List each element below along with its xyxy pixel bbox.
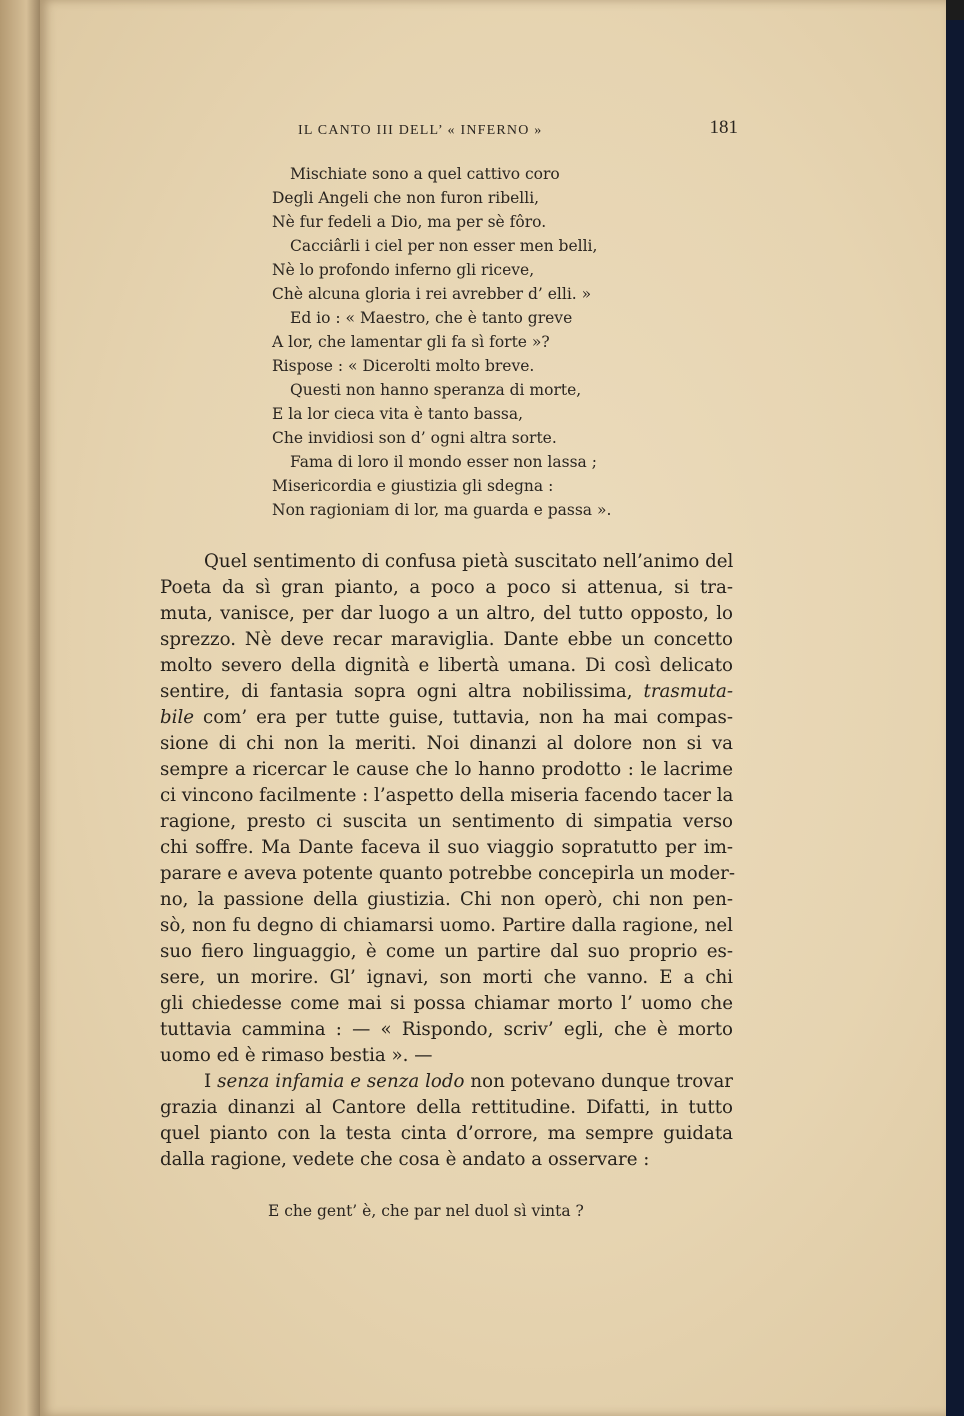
- italic-word: bile: [160, 707, 195, 728]
- italic-word: trasmuta-: [643, 681, 733, 702]
- paragraph-line: no, la passione della giustizia. Chi non operò, chi non pen-: [160, 889, 733, 910]
- verse-line: Questi non hanno speranza di morte,: [290, 381, 582, 399]
- text-run: non potevano dunque trovar: [470, 1071, 733, 1092]
- paragraph-line: [160, 679, 733, 705]
- verse-line: Misericordia e giustizia gli sdegna :: [272, 477, 554, 495]
- paragraph-line: ci vincono facilmente : l’aspetto della miseria facendo tacer la: [160, 785, 734, 806]
- italic-phrase: senza infamia e senza lodo: [217, 1071, 465, 1092]
- paragraph-line: sprezzo. Nè deve recar maraviglia. Dante ebbe un concetto: [160, 629, 733, 650]
- prose-body: [160, 549, 736, 1173]
- paragraph-line: gli chiedesse come mai si possa chiamar morto l’ uomo che: [160, 993, 733, 1014]
- paragraph-line: muta, vanisce, per dar luogo a un altro, del tutto opposto, lo: [160, 603, 733, 624]
- paragraph-line: uomo ed è rimaso bestia ». —: [160, 1045, 433, 1066]
- paragraph-line: molto severo della dignità e libertà umana. Di così delicato: [160, 655, 733, 676]
- paragraph-line: Quel sentimento di confusa pietà suscitato nell’animo del: [204, 551, 734, 572]
- paragraph-line: dalla ragione, vedete che cosa è andato a osservare :: [160, 1149, 650, 1170]
- verse-line: Nè lo profondo inferno gli riceve,: [272, 261, 535, 279]
- verse-line: Chè alcuna gloria i rei avrebber d’ elli. »: [272, 285, 592, 303]
- paragraph-line: sempre a ricercar le cause che lo hanno prodotto : le lacrime: [160, 759, 733, 780]
- paragraph-line: tuttavia cammina : — « Rispondo, scriv’ egli, che è morto: [160, 1019, 733, 1040]
- paragraph-line: sione di chi non la meriti. Noi dinanzi al dolore non si va: [160, 733, 733, 754]
- verse-line: Rispose : « Dicerolti molto breve.: [272, 357, 535, 375]
- verse-line: Non ragioniam di lor, ma guarda e passa ».: [272, 501, 612, 519]
- verse-line: Mischiate sono a quel cattivo coro: [290, 165, 560, 183]
- verse-line: E la lor cieca vita è tanto bassa,: [272, 405, 524, 423]
- verse-line: Che invidiosi son d’ ogni altra sorte.: [272, 429, 557, 447]
- paragraph-line: [160, 1069, 733, 1095]
- paragraph-line: parare e aveva potente quanto potrebbe concepirla un moder-: [160, 863, 736, 884]
- paragraph-line: [160, 705, 733, 731]
- paragraph-line: quel pianto con la testa cinta d’orrore, ma sempre guidata: [160, 1123, 733, 1144]
- scan-background-edge: [946, 20, 964, 1416]
- paragraph-line: grazia dinanzi al Cantore della rettitudine. Difatti, in tutto: [160, 1097, 733, 1118]
- verse-line: Nè fur fedeli a Dio, ma per sè fôro.: [272, 213, 547, 231]
- quoted-verse: E che gent’ è, che par nel duol sì vinta ?: [268, 1202, 584, 1220]
- verse-line: Degli Angeli che non furon ribelli,: [272, 189, 540, 207]
- verse-line: Fama di loro il mondo esser non lassa ;: [290, 453, 597, 471]
- paragraph-line: sò, non fu degno di chiamarsi uomo. Partire dalla ragione, nel: [160, 915, 733, 936]
- text-run: com’ era per tutte guise, tuttavia, non ha mai compas-: [203, 707, 733, 728]
- verse-block: [272, 162, 702, 522]
- text-run: I: [204, 1071, 212, 1092]
- paragraph-line: sere, un morire. Gl’ ignavi, son morti che vanno. E a chi: [160, 967, 733, 988]
- text-run: sentire, di fantasia sopra ogni altra nobilissima,: [160, 681, 633, 702]
- paragraph-line: Poeta da sì gran pianto, a poco a poco si attenua, si tra-: [160, 577, 733, 598]
- page-number: 181: [709, 117, 738, 138]
- verse-line: A lor, che lamentar gli fa sì forte »?: [272, 333, 550, 351]
- facing-page-edge: [0, 0, 44, 1416]
- paragraph-line: chi soffre. Ma Dante faceva il suo viaggio sopratutto per im-: [160, 837, 733, 858]
- running-title: IL CANTO III DELL’ « INFERNO »: [298, 123, 543, 138]
- paragraph-line: suo fiero linguaggio, è come un partire dal suo proprio es-: [160, 941, 733, 962]
- verse-line: Cacciârli i ciel per non esser men belli,: [290, 237, 598, 255]
- verse-line: Ed io : « Maestro, che è tanto greve: [290, 309, 573, 327]
- paragraph-line: ragione, presto ci suscita un sentimento di simpatia verso: [160, 811, 733, 832]
- page-header: [298, 117, 738, 139]
